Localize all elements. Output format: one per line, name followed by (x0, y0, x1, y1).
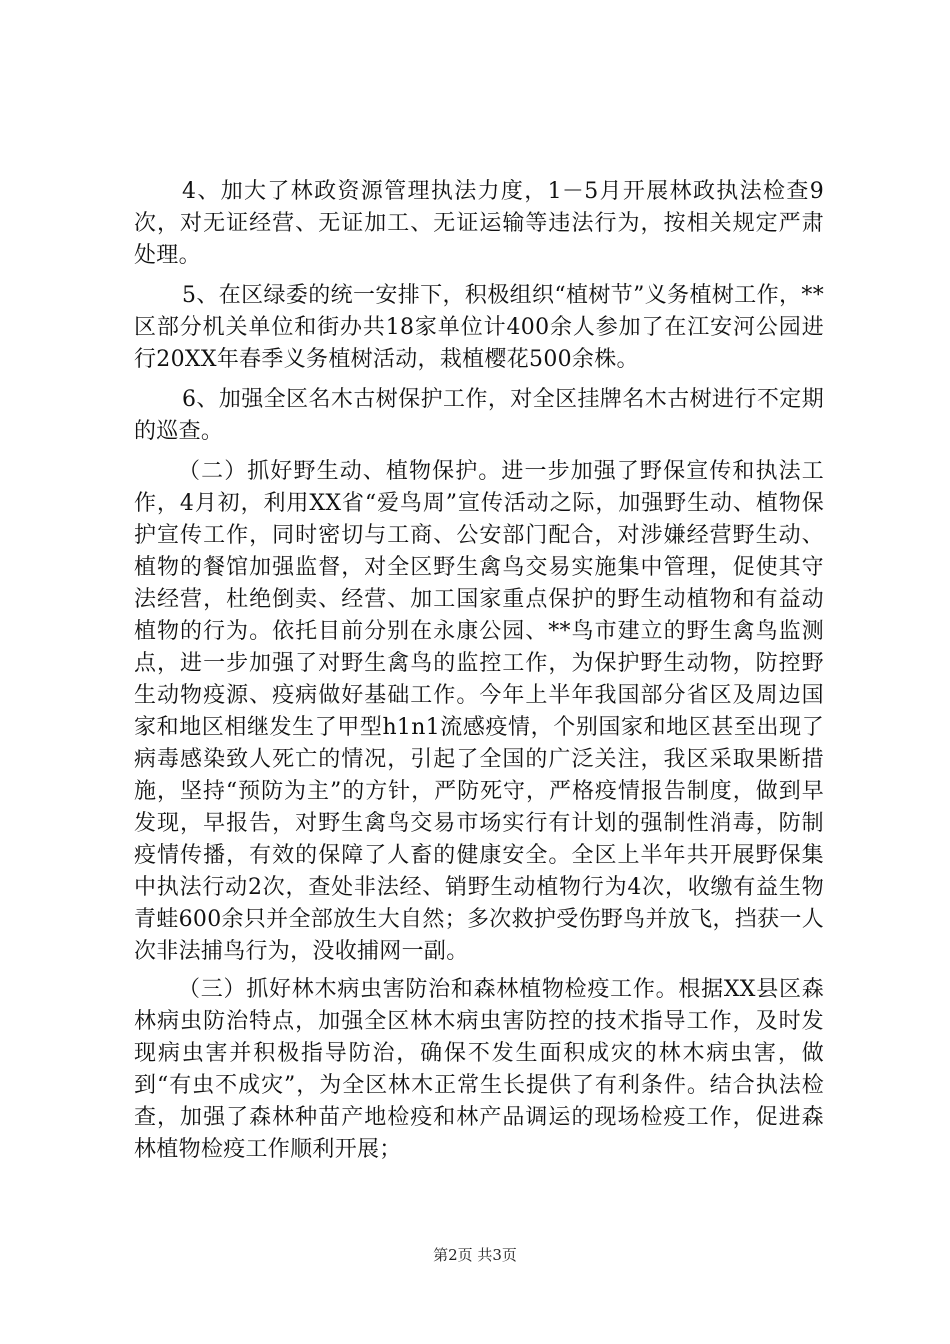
document-body (134, 176, 824, 1172)
paragraph-section-2: （二）抓好野生动、植物保护。进一步加强了野保宣传和执法工作，4月初，利用XX省“爱鸟周”宣传活动之际，加强野生动、植物保护宣传工作，同时密切与工商、公安部门配合，对涉嫌经营野生动、植物的餐馆加强监督，对全区野生禽鸟交易实施集中管理，促使其守法经营，杜绝倒卖、经营、加工国家重点保护的野生动植物和有益动植物的行为。依托目前分别在永康公园、**鸟市建立的野生禽鸟监测点，进一步加强了对野生禽鸟的监控工作，为保护野生动物，防控野生动物疫源、疫病做好基础工作。今年上半年我国部分省区及周边国家和地区相继发生了甲型h1n1流感疫情，个别国家和地区甚至出现了病毒感染致人死亡的情况，引起了全国的广泛关注，我区采取果断措施，坚持“预防为主”的方针，严防死守，严格疫情报告制度，做到早发现，早报告，对野生禽鸟交易市场实行有计划的强制性消毒，防制疫情传播，有效的保障了人畜的健康安全。全区上半年共开展野保集中执法行动2次，查处非法经、销野生动植物行为4次，收缴有益生物青蛙600余只并全部放生大自然；多次救护受伤野鸟并放飞，挡获一人次非法捕鸟行为，没收捕网一副。 (134, 459, 824, 964)
paragraph-item-5: 5、在区绿委的统一安排下，积极组织“植树节”义务植树工作，**区部分机关单位和街办共18家单位计400余人参加了在江安河公园进行20XX年春季义务植树活动，栽植樱花500余株。 (134, 283, 824, 372)
paragraph-item-6: 6、加强全区名木古树保护工作，对全区挂牌名木古树进行不定期的巡查。 (134, 387, 824, 444)
paragraph-item-4: 4、加大了林政资源管理执法力度，1－5月开展林政执法检查9次，对无证经营、无证加工、无证运输等违法行为，按相关规定严肃处理。 (134, 179, 824, 268)
paragraph-section-3: （三）抓好林木病虫害防治和森林植物检疫工作。根据XX县区森林病虫防治特点，加强全区林木病虫害防控的技术指导工作，及时发现病虫害并积极指导防治，确保不发生面积成灾的林木病虫害，做到“有虫不成灾”，为全区林木正常生长提供了有利条件。结合执法检查，加强了森林种苗产地检疫和林产品调运的现场检疫工作，促进森林植物检疫工作顺利开展； (134, 977, 824, 1162)
page-footer: 第2页 共3页 (433, 1246, 517, 1264)
